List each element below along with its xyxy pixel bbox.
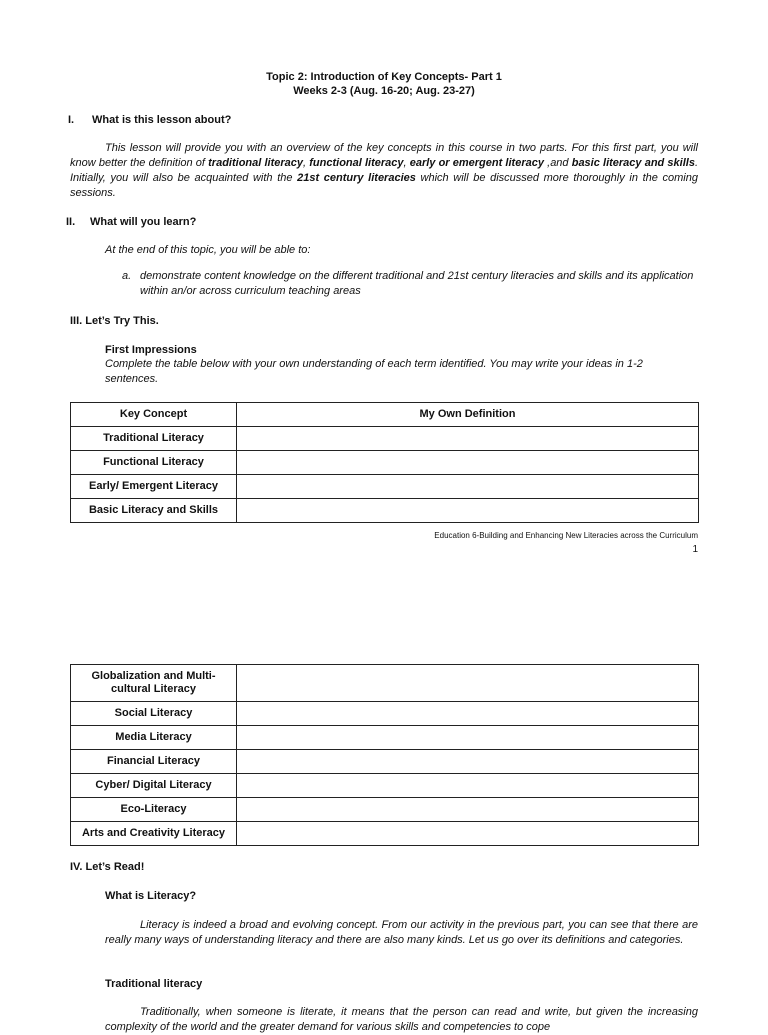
concept-cell: Traditional Literacy [71, 427, 237, 451]
page-number: 1 [692, 544, 698, 555]
concept-cell: Early/ Emergent Literacy [71, 475, 237, 499]
table-row [71, 665, 699, 702]
section-2-number: II. [66, 216, 76, 228]
para-sep-2: , [403, 157, 410, 169]
table-row [71, 499, 699, 523]
document-subtitle: Weeks 2-3 (Aug. 16-20; Aug. 23-27) [293, 85, 475, 97]
para-sep-1: , [303, 157, 310, 169]
footer-course-title: Education 6-Building and Enhancing New Literacies across the Curriculum [434, 531, 698, 540]
para-text-1: This lesson will provide you with an overview of the key concepts in this course in two parts. For this first part, you will know better the definition of [70, 142, 698, 169]
term-traditional-literacy: traditional literacy [208, 157, 304, 169]
definition-cell[interactable] [237, 665, 699, 702]
literacies-table [70, 664, 699, 846]
concept-cell: Social Literacy [71, 702, 237, 726]
table-row [71, 822, 699, 846]
para-text-2: . Initially, you will also be acquainted with the [70, 157, 699, 184]
concept-cell: Cyber/ Digital Literacy [71, 774, 237, 798]
concept-cell: Financial Literacy [71, 750, 237, 774]
list-marker: a. [122, 270, 132, 282]
table-header-row [71, 403, 699, 427]
section-1-title: What is this lesson about? [92, 114, 232, 126]
section-4-heading: IV. Let’s Read! [70, 861, 145, 873]
definition-cell[interactable] [237, 774, 699, 798]
objective-list-item [122, 269, 698, 299]
table-row [71, 798, 699, 822]
section-3-heading: III. Let’s Try This. [70, 315, 159, 327]
term-21st-century-literacies: 21st century literacies [297, 172, 416, 184]
term-basic-literacy: basic literacy and skills [571, 157, 695, 169]
term-emergent-literacy: early or emergent literacy [409, 157, 544, 169]
para-text-3: which will be discussed more thoroughly in the coming sessions. [70, 172, 698, 199]
table-row [71, 726, 699, 750]
definition-cell[interactable] [237, 702, 699, 726]
concept-cell: Functional Literacy [71, 451, 237, 475]
definition-cell[interactable] [237, 822, 699, 846]
definition-cell[interactable] [237, 451, 699, 475]
concept-cell: Basic Literacy and Skills [71, 499, 237, 523]
key-concept-table [70, 402, 699, 523]
traditional-literacy-paragraph-text: Traditionally, when someone is literate, it means that the person can read and write, but given the increasing complexity of the world and the greater demand for various skills and competencies to cope [105, 1006, 698, 1033]
term-functional-literacy: functional literacy [309, 157, 404, 169]
concept-cell: Eco-Literacy [71, 798, 237, 822]
what-is-literacy-heading: What is Literacy? [105, 890, 197, 902]
concept-cell: Media Literacy [71, 726, 237, 750]
definition-cell[interactable] [237, 499, 699, 523]
definition-header: My Own Definition [237, 403, 699, 427]
definition-cell[interactable] [237, 726, 699, 750]
table-row [71, 427, 699, 451]
section-1-paragraph [70, 141, 698, 201]
table-instruction: Complete the table below with your own understanding of each term identified. You may write your ideas in 1-2 sentences. [105, 358, 643, 385]
section-2-intro: At the end of this topic, you will be able to: [105, 244, 311, 256]
literacy-paragraph [105, 918, 698, 948]
table-row [71, 451, 699, 475]
definition-cell[interactable] [237, 798, 699, 822]
table-row [71, 774, 699, 798]
table-row [71, 475, 699, 499]
definition-cell[interactable] [237, 427, 699, 451]
concept-cell: Globalization and Multi-cultural Literacy [71, 665, 237, 702]
table-row [71, 750, 699, 774]
para-sep-3: ,and [543, 157, 572, 169]
traditional-literacy-heading: Traditional literacy [105, 978, 203, 990]
key-concept-header: Key Concept [71, 403, 237, 427]
table-row [71, 702, 699, 726]
first-impressions-heading: First Impressions [105, 344, 197, 356]
definition-cell[interactable] [237, 750, 699, 774]
objective-text: demonstrate content knowledge on the different traditional and 21st century literacies and skills and its application within an/or across curriculum teaching areas [140, 270, 694, 297]
section-1-heading [68, 113, 231, 127]
traditional-literacy-paragraph [105, 1005, 698, 1035]
document-title: Topic 2: Introduction of Key Concepts- Part 1 [266, 71, 502, 83]
concept-cell: Arts and Creativity Literacy [71, 822, 237, 846]
section-2-heading [66, 215, 196, 229]
section-1-number: I. [68, 114, 75, 126]
definition-cell[interactable] [237, 475, 699, 499]
section-2-title: What will you learn? [90, 216, 197, 228]
literacy-paragraph-text: Literacy is indeed a broad and evolving concept. From our activity in the previous part, you can see that there are really many ways of understanding literacy and there are also many kinds. Let us go over its definitions and categories. [105, 919, 698, 946]
